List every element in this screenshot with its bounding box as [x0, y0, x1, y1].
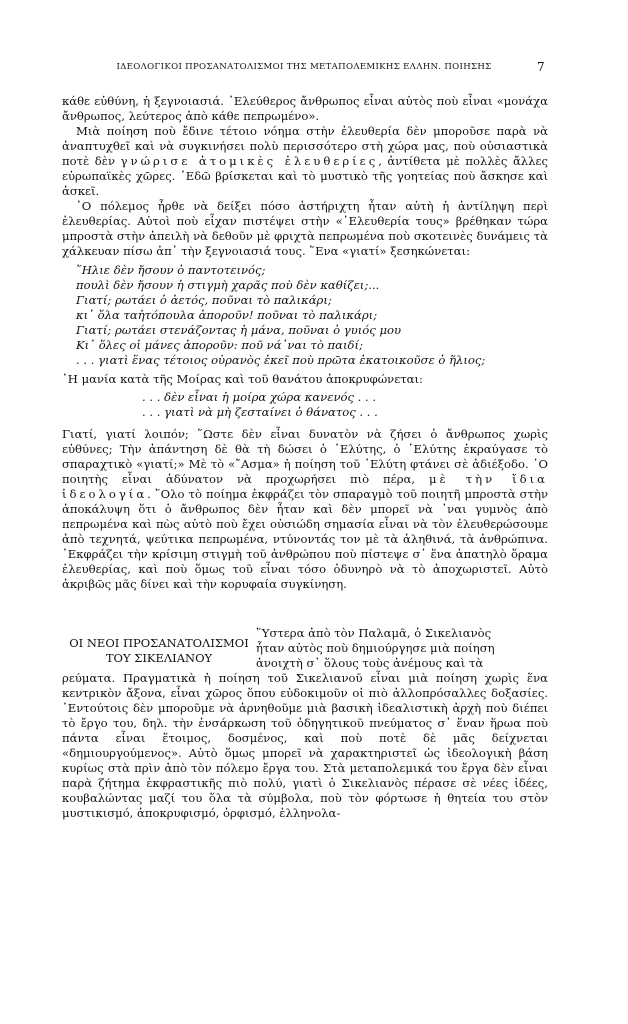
- page-number: 7: [537, 60, 545, 74]
- paragraph-6: ρεύματα. Πραγματικὰ ἡ ποίηση τοῦ Σικελιανοῦ εἶναι μιὰ ποίηση χωρὶς ἕνα κεντρικὸν ἄξονα, εἶναι χῶρος ὅπου εὐδοκιμοῦν οἱ πιὸ ἀλλοπρόσαλλες δοξασίες. ᾿Εντούτοις δὲν μποροῦμε νὰ ἀρνηθοῦμε μιὰ βασικὴ ἰδεαλιστικὴ ἀρχὴ ποὺ διέπει τὸ ἔργο του, δηλ. τὴν ἐνσάρκωση τοῦ ὁδηγητικοῦ πνεύματος σ᾿ ἕναν ἥρωα ποὺ πάντα εἶναι ἕτοιμος, δοσμένος, καὶ ποὺ ποτὲ δὲ μᾶς δείχνεται «δημιουργούμενος». Αὐτὸ ὅμως μπορεῖ νὰ χαρακτηριστεῖ ὡς ἰδεολογικὴ βάση κυρίως στὰ πρὶν ἀπὸ τὸν πόλεμο ἔργα του. Στὰ μεταπολεμικά του ἔργα δὲν εἶναι παρὰ ζήτημα ἐκφραστικῆς πιὸ πολύ, γιατὶ ὁ Σικελιανὸς πέρασε σὲ νέες ἰδέες, κουβαλώντας μαζί του ὅλα τὰ σύμβολα, ποὺ τὸν φόρτωσε ἡ θητεία του στὸν μυστικισμό, ἀποκρυφισμό, ὀρφισμό, ἑλληνολα-: [62, 671, 548, 820]
- poem-line: πουλὶ δὲν ἤσουν ἡ στιγμὴ χαρᾶς ποὺ δὲν καθίζει;...: [76, 278, 380, 292]
- paragraph-4: ῾Η μανία κατὰ τῆς Μοίρας καὶ τοῦ θανάτου ἀποκρυφώνεται:: [62, 372, 423, 386]
- poem-line: ῞Ηλιε δὲν ἤσουν ὁ παντοτεινός;: [76, 263, 266, 277]
- page-body: [62, 94, 548, 821]
- poem-quote: [76, 263, 548, 368]
- running-head: ΙΔΕΟΛΟΓΙΚΟΙ ΠΡΟΣΑΝΑΤΟΛΙΣΜΟΙ ΤΗΣ ΜΕΤΑΠΟΛΕΜΙΚΗΣ ΕΛΛΗΝ. ΠΟΙΗΣΗΣ: [116, 62, 492, 72]
- section-first-lines: ῞Υστερα ἀπὸ τὸν Παλαμᾶ, ὁ Σικελιανὸς ἦταν αὐτὸς ποὺ δημιούργησε μιὰ ποίηση ἀνοιχτὴ σ᾿ ὅλους τοὺς ἀνέμους καὶ τὰ: [256, 626, 495, 670]
- poem-line: . . . γιατὶ νὰ μὴ ζεσταίνει ὁ θάνατος . . .: [142, 405, 378, 419]
- paragraph-5: Γιατί, γιατί λοιπόν; ῞Ωστε δὲν εἶναι δυνατὸν νὰ ζήσει ὁ ἄνθρωπος χωρὶς εὐθύνες; Τὴν ἀπάντηση δὲ θὰ τὴ δώσει ὁ ᾿Ελύτης, ὁ ᾿Ελύτης ἐκραύγασε τὸ σπαραχτικὸ «γιατί;» Μὲ τὸ «῎Ασμα» ἡ ποίηση τοῦ ᾿Ελύτη φτάνει σὲ ἀδιέξοδο. ῾Ο ποιητὴς εἶναι ἀδύνατον νὰ προχωρήσει πιὸ πέρα, μὲ τὴν ἴδια ἰδεολογία. ῞Ολο τὸ ποίημα ἐκφράζει τὸν σπαραγμὸ τοῦ ποιητῆ μπροστὰ στὴν ἀποκάλυψη ὅτι ὁ ἄνθρωπος δὲν ἦταν καὶ δὲν μπορεῖ νὰ ᾿ναι γυμνὸς ἀπὸ πεπρωμένα καὶ πὼς αὐτὸ ποὺ ἔχει οὐσιώδη σημασία εἶναι νὰ τὸν ἐλευθερώσουμε ἀπὸ τεχνητά, ψεύτικα πεπρωμένα, ντύνοντάς τον μὲ τὰ ἀληθινά, τὰ ἀνθρώπινα. ᾿Εκφράζει τὴν κρίσιμη στιγμὴ τοῦ ἀνθρώπου ποὺ πίστεψε σ᾿ ἕνα ἀπατηλὸ ὅραμα ἐλευθερίας, καὶ ποὺ ὅμως τοῦ εἶναι τόσο ὀδυνηρὸ νὰ τὸ ἀποχωριστεῖ. Αὐτὸ ἀκριβῶς μᾶς δίνει καὶ τὴν κορυφαία συγκίνηση.: [62, 427, 549, 591]
- poem-line: Γιατί; ρωτάει στενάζοντας ἡ μάνα, ποῦναι ὁ γυιός μου: [76, 323, 402, 337]
- section-heading: ΟΙ ΝΕΟΙ ΠΡΟΣΑΝΑΤΟΛΙΣΜΟΙ ΤΟΥ ΣΙΚΕΛΙΑΝΟΥ: [69, 636, 249, 665]
- section-start: [62, 626, 548, 671]
- poem-quote-2: [142, 390, 548, 420]
- spaced-emphasis: γνώρισε ἀτομικὲς ἐλευθερίες: [120, 154, 379, 168]
- paragraph-3: ῾Ο πόλεμος ἦρθε νὰ δείξει πόσο ἀστήριχτη ἦταν αὐτὴ ἡ ἀντίληψη περὶ ἐλευθερίας. Αὐτοὶ ποὺ εἶχαν πιστέψει στὴν «᾿Ελευθερία τους» βρέθηκαν τώρα μπροστὰ στὴν ἀπειλὴ νὰ δεθοῦν μὲ φριχτὰ πεπρωμένα ποὺ σκοτεινὲς δυνάμεις τὰ χάλκευαν πίσω ἀπ᾿ τὴν ξεγνοιασιά τους. ῞Ενα «γιατί» ξεσηκώνεται:: [62, 199, 548, 258]
- paragraph-2: Μιὰ ποίηση ποὺ ἔδινε τέτοιο νόημα στὴν ἐλευθερία δὲν μποροῦσε παρὰ νὰ ἀναπτυχθεῖ καὶ νὰ συγκινήσει πολὺ περισσότερο στὴ χώρα μας, ποὺ οὐσιαστικὰ ποτὲ δὲν γνώρισε ἀτομικὲς ἐλευθερίες, ἀντίθετα μὲ πολλὲς ἄλλες εὐρωπαϊκὲς χῶρες. ᾿Εδῶ βρίσκεται καὶ τὸ μυστικὸ τῆς γοητείας ποὺ ἄσκησε καὶ ἀσκεῖ.: [62, 124, 548, 198]
- poem-line: . . . δὲν εἶναι ἡ μοίρα χώρα κανενός . . .: [142, 390, 377, 404]
- poem-line: . . . γιατὶ ἕνας τέτοιος οὐρανὸς ἐκεῖ ποὺ πρῶτα ἐκατοικοῦσε ὁ ἥλιος;: [76, 353, 486, 367]
- paragraph-1: κάθε εὐθύνη, ἡ ξεγνοιασιά. ᾿Ελεύθερος ἄνθρωπος εἶναι αὐτὸς ποὺ εἶναι «μονάχα ἄνθρωπος, λεύτερος ἀπὸ κάθε πεπρωμένο».: [62, 94, 548, 123]
- poem-line: Κι᾿ ὅλες οἱ μάνες ἀποροῦν: ποῦ νά᾿ναι τὸ παιδί;: [76, 338, 363, 352]
- spaced-emphasis: μὲ τὴν ἴδια ἰδεολογία: [62, 472, 549, 501]
- poem-line: κι᾿ ὅλα ταἠτόπουλα ἀπορoῦν! ποῦναι τὸ παλικάρι;: [76, 308, 378, 322]
- poem-line: Γιατί; ρωτάει ὁ ἀετός, ποῦναι τὸ παλικάρι;: [76, 293, 332, 307]
